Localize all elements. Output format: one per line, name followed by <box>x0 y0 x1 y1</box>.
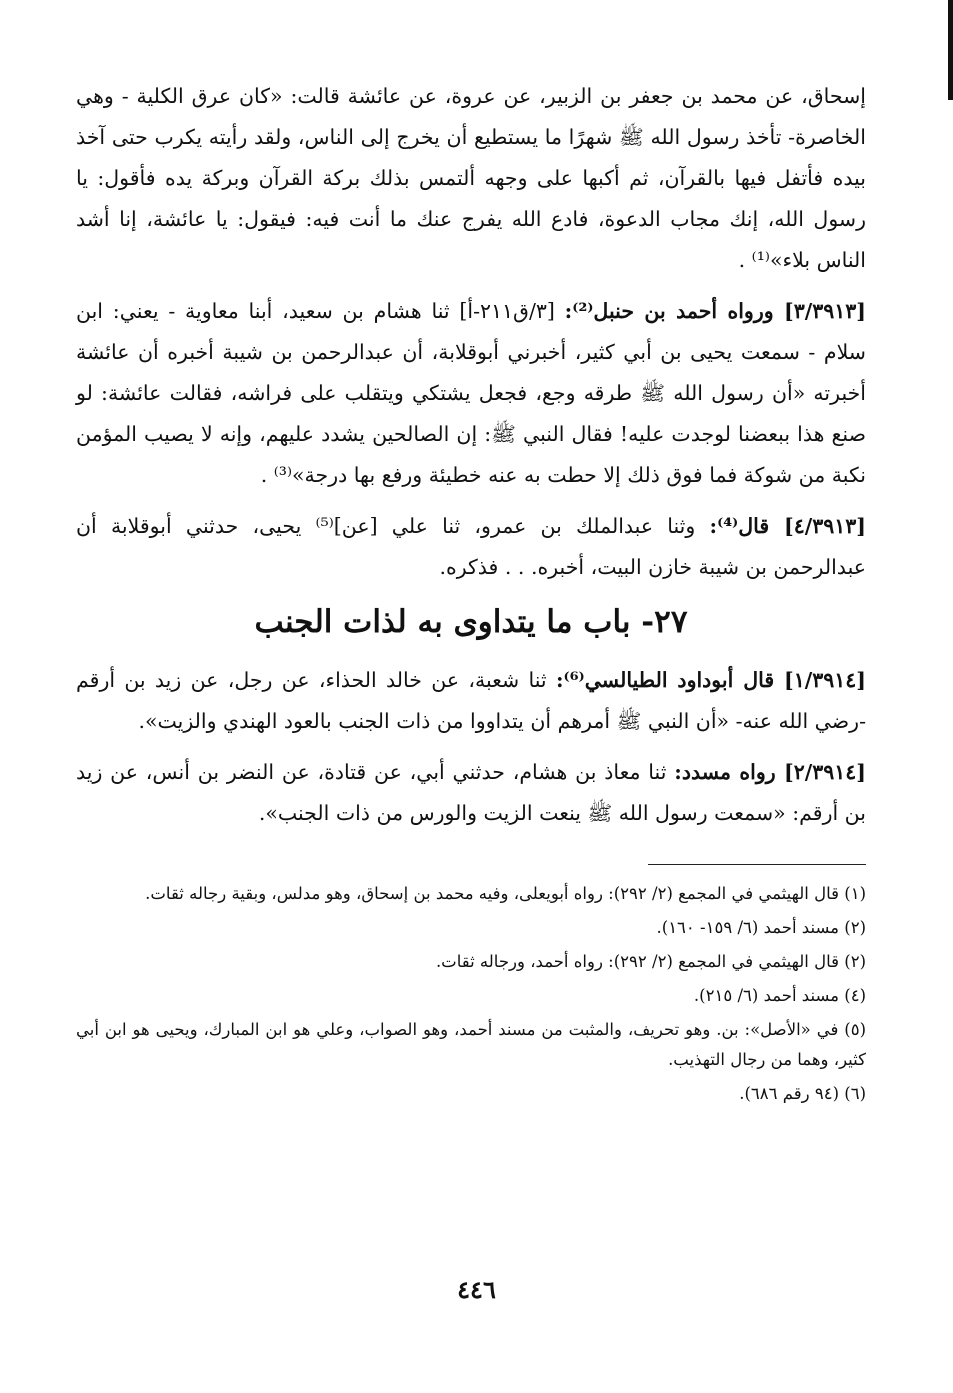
page-body <box>76 76 866 1113</box>
footnote-1: (١) قال الهيثمي في المجمع (٢/ ٢٩٢): رواه أبويعلى، وفيه محمد بن إسحاق، وهو مدلس، وبقية رجاله ثقات. <box>145 884 866 903</box>
paragraph-1 <box>76 76 866 281</box>
footnotes <box>76 879 866 1109</box>
paragraph-text: إسحاق، عن محمد بن جعفر بن الزبير، عن عروة، عن عائشة قالت: «كان عرق الكلية - وهي الخاصرة- تأخذ رسول الله ﷺ شهرًا ما يستطيع أن يخرج إلى الناس، ولقد رأيته يكرب حتى آخذ بيده فأتفل فيها بالقرآن، ثم أكبها على وجهه ألتمس بذلك بركة القرآن وبركة يده فأقول: يا رسول الله، إنك مجاب الدعوة، فادع الله يفرج عنك ما أنت فيه: فيقول: يا عائشة، إنا أشد الناس بلاء»⁽¹⁾ . <box>76 84 866 272</box>
footnote-2: (٢) مسند أحمد (٦/ ١٥٩- ١٦٠). <box>656 918 866 937</box>
footnote-3: (٢) قال الهيثمي في المجمع (٢/ ٢٩٢): رواه أحمد، ورجاله ثقات. <box>435 952 866 971</box>
footnote-4: (٤) مسند أحمد (٦/ ٢١٥). <box>693 986 866 1005</box>
paragraph-label: [١/٣٩١٤] قال أبوداود الطيالسي⁽⁶⁾: <box>555 668 866 692</box>
footnote-6: (٦) (٩٤ رقم ٦٨٦). <box>739 1084 866 1103</box>
paragraph-label: [٢/٣٩١٤] رواه مسدد: <box>674 760 866 784</box>
chapter-heading: ٢٧- باب ما يتداوى به لذات الجنب <box>254 604 688 640</box>
paragraph-text: [٣/ق٢١١-أ] ثنا هشام بن سعيد، أبنا معاوية - يعني: ابن سلام - سمعت يحيى بن أبي كثير، أخبرني أبوقلابة، أن عبدالرحمن بن شيبة أخبره أن عائشة أخبرته «أن رسول الله ﷺ طرقه وجع، فجعل يشتكي ويتقلب على فراشه، فقالت عائشة: لو صنع هذا ببعضنا لوجدت عليه! فقال النبي ﷺ: إن الصالحين يشدد عليهم، وإنه لا يصيب المؤمن نكبة من شوكة فما فوق ذلك إلا حطت به عنه خطيئة ورفع بها درجة»⁽³⁾ . <box>76 299 866 487</box>
paragraph-3 <box>76 506 866 588</box>
paragraph-text: وثنا عبدالملك بن عمرو، ثنا علي [عن]⁽⁵⁾ يحيى، حدثني أبوقلابة أن عبدالرحمن بن شيبة خازن البيت، أخبره. . . فذكره. <box>76 514 866 579</box>
footnote-5: (٥) في «الأصل»: بن. وهو تحريف، والمثبت من مسند أحمد، وهو الصواب، وعلي هو ابن المبارك، ويحيى هو ابن أبي كثير، وهما من رجال التهذيب. <box>76 1020 866 1069</box>
paragraph-4 <box>76 660 866 742</box>
paragraph-label: [٣/٣٩١٣] ورواه أحمد بن حنبل⁽²⁾: <box>564 299 866 323</box>
paragraph-2 <box>76 291 866 496</box>
paragraph-text: ثنا معاذ بن هشام، حدثني أبي، عن قتادة، عن النضر بن أنس، عن زيد بن أرقم: «سمعت رسول الله ﷺ ينعت الزيت والورس من ذات الجنب». <box>76 760 866 825</box>
paragraph-5 <box>76 752 866 834</box>
paragraph-text: ثنا شعبة، عن خالد الحذاء، عن رجل، عن زيد بن أرقم -رضي الله عنه- «أن النبي ﷺ أمرهم أن يتداووا من ذات الجنب بالعود الهندي والزيت». <box>76 668 866 733</box>
page-number: ٤٤٦ <box>457 1275 496 1304</box>
paragraph-label: [٤/٣٩١٣] قال⁽⁴⁾: <box>709 514 866 538</box>
footnote-divider <box>648 864 866 865</box>
page-edge-bar <box>948 0 953 100</box>
